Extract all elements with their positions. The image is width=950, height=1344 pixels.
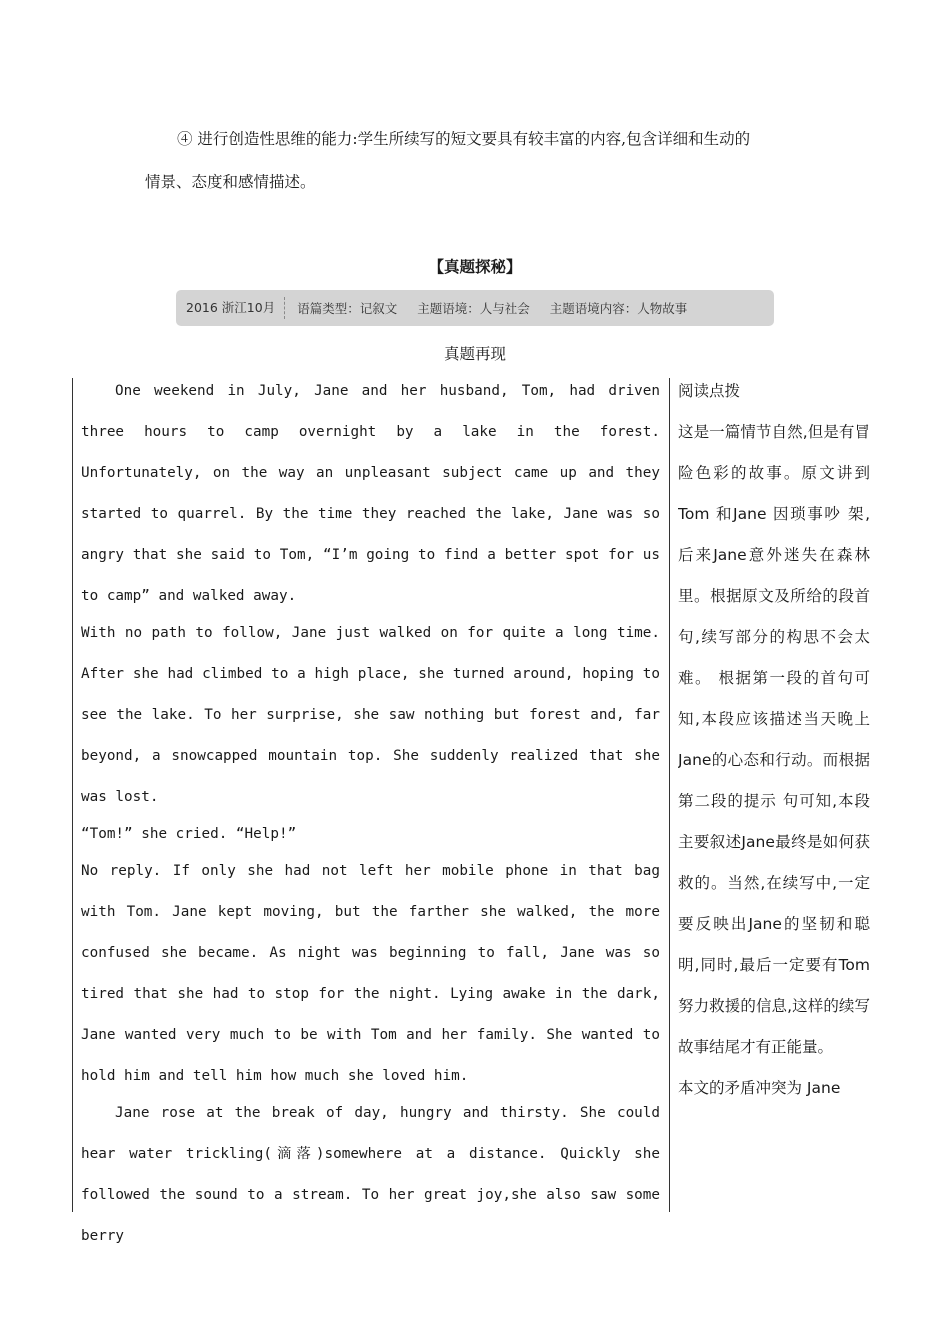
passage-paragraph-3: “Tom!” she cried. “Help!” [81,826,297,842]
section-heading: 【真题探秘】 [428,258,522,276]
passage-column [81,371,660,1257]
intro-text [145,118,825,204]
passage-paragraph-2: With no path to follow, Jane just walked on for quite a long time. After she had climbed to a high place, she turned around, hoping to see the lake. To her surprise, she saw nothing but forest and, far beyond, a snowcapped mountain top. She suddenly realized that she was lost. [81,625,660,805]
theme-context: 主题语境：人与社会 [417,301,530,316]
reading-tips-title: 阅读点拨 [678,382,741,400]
theme-content: 主题语境内容：人物故事 [549,301,688,316]
passage-paragraph-1: One weekend in July, Jane and her husband, Tom, had driven three hours to camp overnight by a lake in the forest. Unfortunately, on the way an unpleasant subject came up and they started to quarrel. By the time they reached the lake, Jane was so angry that she said to Tom, “I’m going to find a better spot for us to camp” and walked away. [81,383,660,604]
passage-subheading: 真题再现 [443,345,506,363]
reading-tips-text-2: 本文的矛盾冲突为 Jane [678,1079,841,1097]
intro-line-1: ④ 进行创造性思维的能力:学生所续写的短文要具有较丰富的内容,包含详细和生动的 [177,130,751,148]
intro-line-2: 情景、态度和感情描述。 [145,173,316,191]
left-border-line [72,378,73,1212]
text-genre: 语篇类型：记叙文 [297,301,398,316]
passage-paragraph-4: No reply. If only she had not left her mobile phone in that bag with Tom. Jane kept moving, but the farther she walked, the more confused she became. As night was beginning to fall, Jane was so tired that she had to stop for the night. Lying awake in the dark, Jane wanted very much to be with Tom and her family. She wanted to hold him and tell him how much she loved him. [81,863,660,1084]
passage-paragraph-5: Jane rose at the break of day, hungry and thirsty. She could hear water trickling(滴落)somewhere at a distance. Quickly she followed the sound to a stream. To her great joy,she also saw some berry [81,1105,660,1244]
reading-tips-text: 这是一篇情节自然,但是有冒险色彩的故事。原文讲到Tom 和Jane 因琐事吵 架,后来Jane意外迷失在森林里。根据原文及所给的段首句,续写部分的构思不会太难。 根据第一段的首句可知,本段应该描述当天晚上Jane的心态和行动。而根据第二段的提示 句可知,本段主要叙述Jane最终是如何获救的。当然,在续写中,一定要反映出Jane的坚韧和聪明,同时,最后一定要有Tom努力救援的信息,这样的续写故事结尾才有正能量。 [678,423,870,1056]
column-divider-line [669,378,670,1212]
exam-info-bar [176,290,774,326]
exam-year: 2016 浙江10月 [176,297,285,319]
reading-tips-column [678,371,870,1201]
